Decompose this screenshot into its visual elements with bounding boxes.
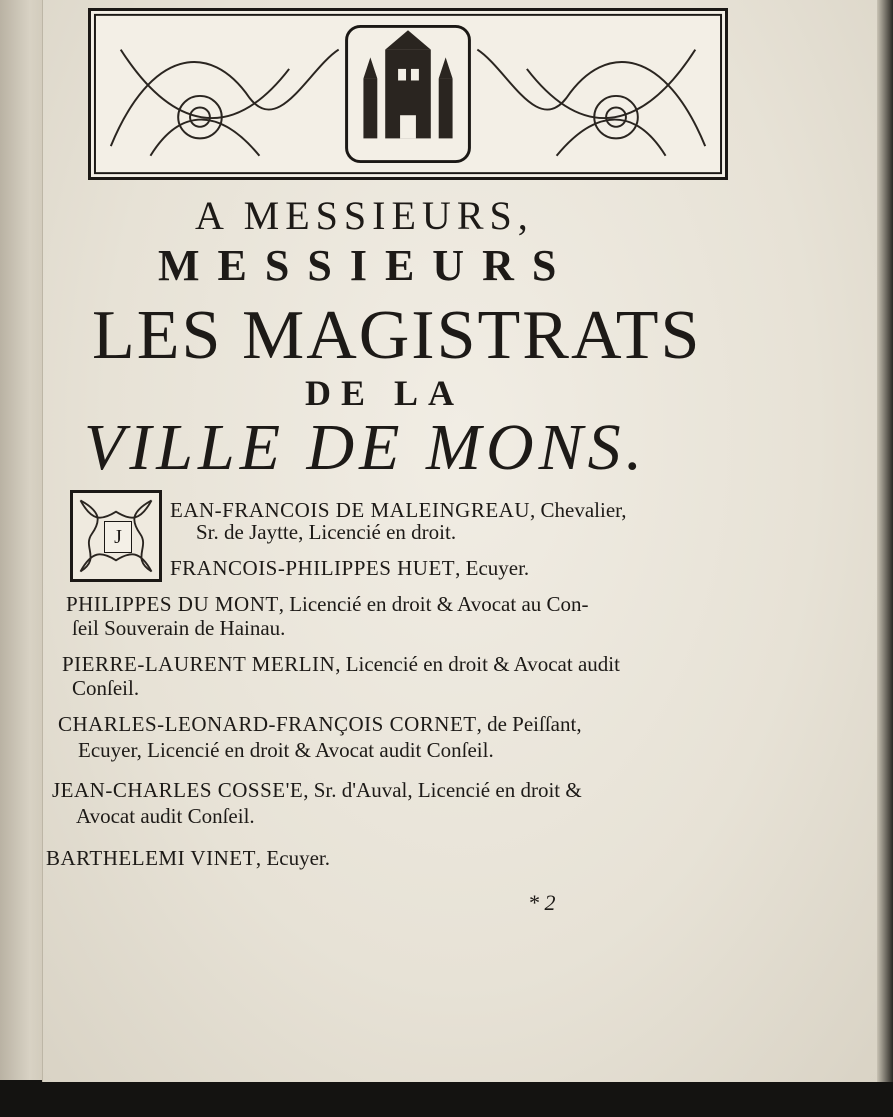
entry-5-rest: , Sr. d'Auval, Licencié en droit & [303,778,582,802]
entry-2-line-1 [66,592,589,616]
page-edge-shadow [877,0,893,1082]
entry-1-line-1 [170,556,529,580]
entry-4-name: CHARLES-LEONARD-FRANÇOIS CORNET [58,712,477,736]
entry-6-name: BARTHELEMI VINET [46,846,256,870]
entry-6-line-1 [46,846,330,870]
title-line-3: LES MAGISTRATS [92,297,702,374]
entry-5-line-1 [52,778,582,802]
drop-cap-letter: J [104,521,132,553]
entry-4-line-2: Ecuyer, Licencié en droit & Avocat audit Conſeil. [78,738,494,762]
signature-mark: * 2 [528,890,556,915]
entry-5-name: JEAN-CHARLES COSSE'E [52,778,304,802]
entry-0-rest: , Chevalier, [530,498,627,522]
entry-4-rest: , de Peiſſant, [476,712,582,736]
entry-0-line-2: Sr. de Jaytte, Licencié en droit. [196,520,457,544]
entry-3-line-1 [62,652,620,676]
entry-6-rest: , Ecuyer. [255,846,330,870]
entry-0-line-1 [170,498,627,522]
entry-3-name: PIERRE-LAURENT MERLIN [62,652,336,676]
entry-1-rest: , Ecuyer. [455,556,530,580]
title-line-5: VILLE DE MONS. [84,411,648,484]
entry-5-line-2: Avocat audit Conſeil. [76,804,255,828]
ornamental-headpiece [88,8,728,180]
entry-3-line-2: Conſeil. [72,676,140,700]
drop-cap-ornament [70,490,162,582]
entry-2-rest: , Licencié en droit & Avocat au Con- [278,592,589,616]
title-line-1: A MESSIEURS, [195,193,534,238]
entry-3-rest: , Licencié en droit & Avocat audit [335,652,620,676]
title-line-2: MESSIEURS [158,241,575,290]
entry-4-line-1 [58,712,582,736]
entry-2-line-2: ſeil Souverain de Hainau. [72,616,286,640]
entry-1-name: FRANCOIS-PHILIPPES HUET [170,556,456,580]
title-line-4: DE LA [305,373,465,413]
entry-0-name: EAN-FRANCOIS DE MALEINGREAU [170,498,530,522]
entry-2-name: PHILIPPES DU MONT [66,592,279,616]
